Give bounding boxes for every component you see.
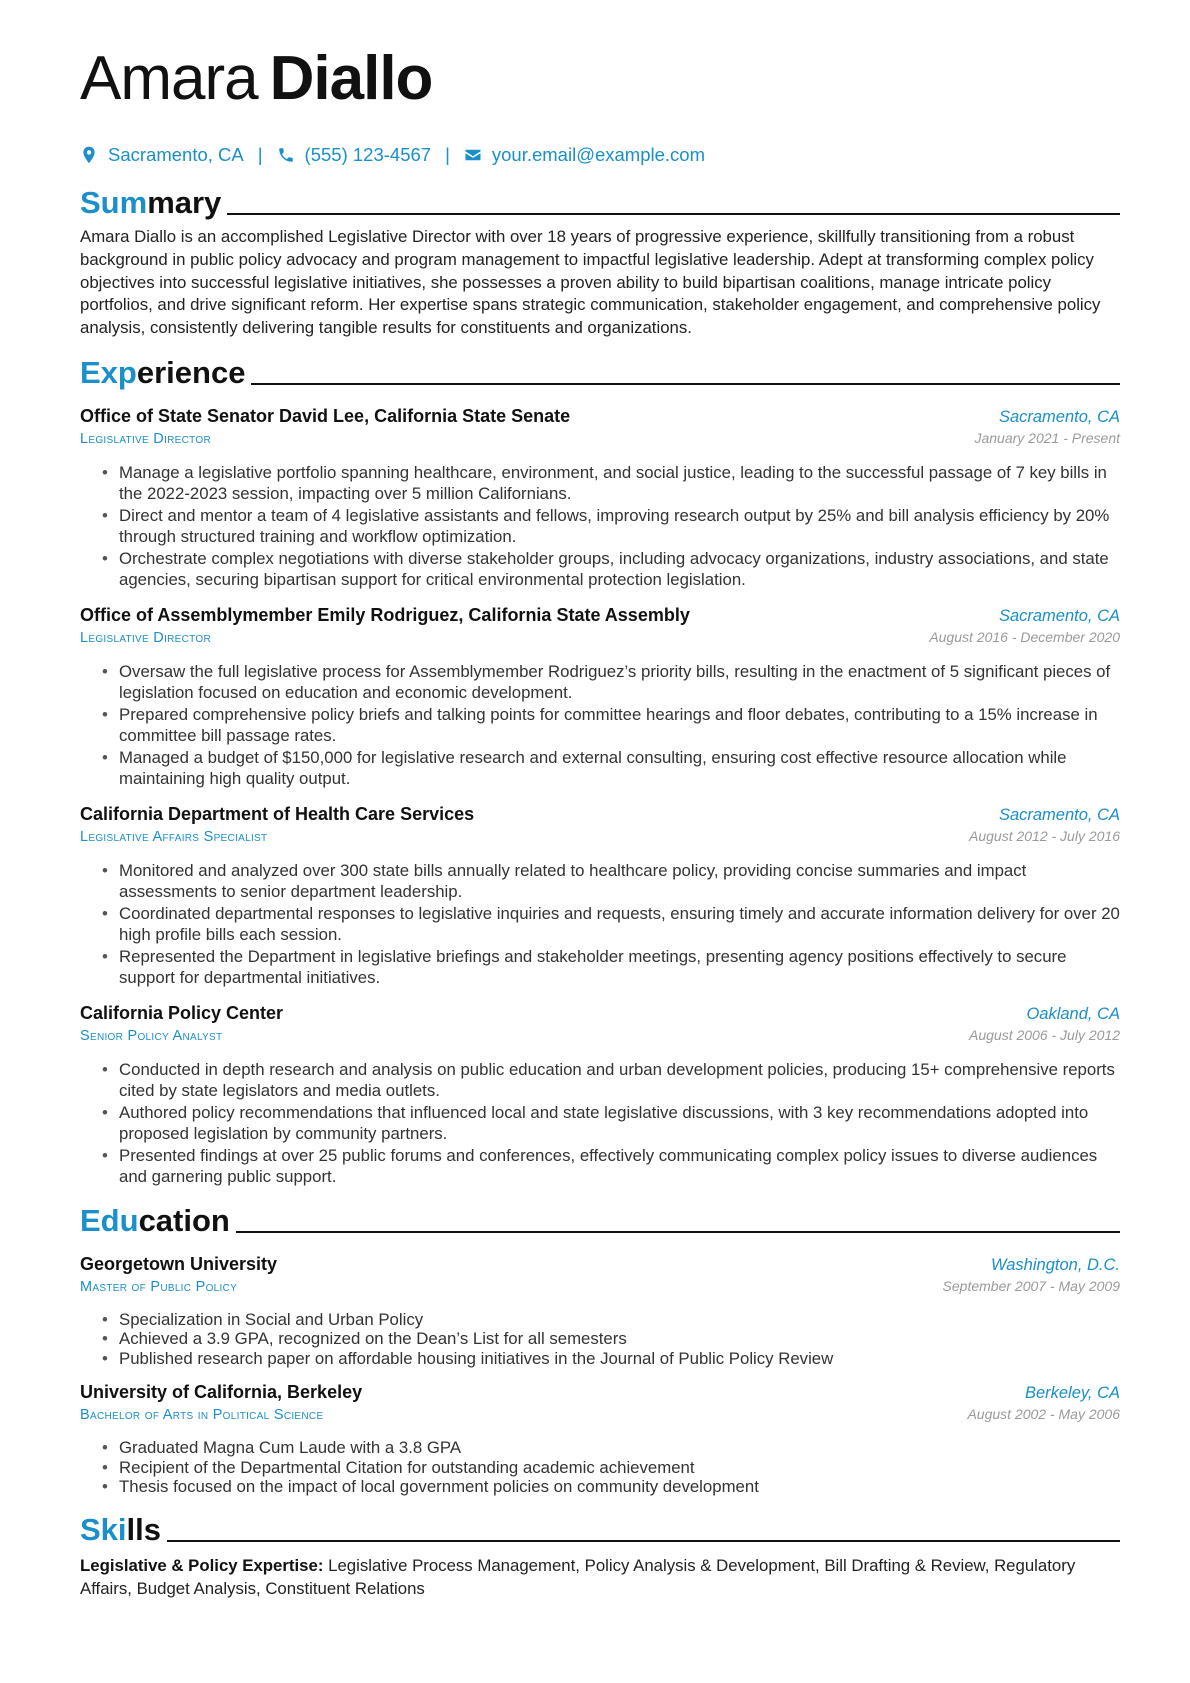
- entry-subheader: [80, 1278, 1120, 1300]
- entry-subheader: [80, 1027, 1120, 1049]
- entry-subheader: [80, 1406, 1120, 1428]
- experience-entry: [80, 406, 1120, 591]
- bullet-item: • Authored policy recommendations that influenced local and state legislative discussions, with 3 key recommendations adopted into proposed legislation by community partners.: [119, 1102, 1120, 1145]
- bullet-item: • Prepared comprehensive policy briefs and talking points for committee hearings and floor debates, contributing to a 15% increase in committee bill passage rates.: [119, 704, 1120, 747]
- experience-heading: [80, 352, 1120, 392]
- section-title: Experience: [80, 354, 246, 390]
- organization-name: California Policy Center: [80, 1002, 284, 1023]
- entry-role: Legislative Director: [80, 430, 211, 447]
- organization-name: Georgetown University: [80, 1253, 278, 1274]
- bullet-item: • Represented the Department in legislative briefings and stakeholder meetings, presenting agency positions effectively to secure support for departmental initiatives.: [119, 946, 1120, 989]
- entry-role: Bachelor of Arts in Political Science: [80, 1407, 324, 1424]
- experience-list: [80, 406, 1120, 1188]
- entry-dates: August 2006 - July 2012: [969, 1026, 1120, 1043]
- entry-role: Senior Policy Analyst: [80, 1027, 223, 1044]
- entry-header: [80, 804, 1120, 826]
- skills-value: Legislative Process Management, Policy Analysis & Development, Bill Drafting & Review, Regulatory Affairs, Budget Analysis, Constituent Relations: [80, 1555, 1076, 1598]
- contact-line: [80, 142, 1120, 168]
- contact-separator: |: [257, 144, 263, 165]
- bullet-list: [80, 1438, 1120, 1497]
- bullet-item: • Recipient of the Departmental Citation for outstanding academic achievement: [119, 1458, 1120, 1478]
- section-rule: [236, 1231, 1120, 1233]
- entry-location: Sacramento, CA: [998, 606, 1120, 625]
- section-rule: [251, 383, 1120, 385]
- entry-location: Sacramento, CA: [998, 805, 1120, 824]
- organization-name: California Department of Health Care Services: [80, 803, 475, 824]
- entry-subheader: [80, 430, 1120, 452]
- entry-subheader: [80, 828, 1120, 850]
- entry-header: [80, 1003, 1120, 1025]
- experience-entry: [80, 1003, 1120, 1188]
- entry-location: Washington, D.C.: [990, 1255, 1120, 1274]
- skills-line: [80, 1555, 1120, 1601]
- bullet-item: • Thesis focused on the impact of local government policies on community development: [119, 1477, 1120, 1497]
- entry-location: Sacramento, CA: [998, 407, 1120, 426]
- bullet-list: [80, 860, 1120, 989]
- bullet-list: [80, 1059, 1120, 1188]
- bullet-item: • Direct and mentor a team of 4 legislative assistants and fellows, improving research output by 25% and bill analysis efficiency by 20% through structured training and workflow optimization.: [119, 505, 1120, 548]
- bullet-item: • Monitored and analyzed over 300 state bills annually related to healthcare policy, providing concise summaries and impact assessments to senior department leadership.: [119, 860, 1120, 903]
- contact-email[interactable]: [464, 144, 705, 166]
- section-rule: [167, 1540, 1120, 1542]
- section-title: Summary: [80, 185, 222, 220]
- contact-location: [80, 144, 244, 166]
- candidate-name: [80, 40, 1120, 118]
- bullet-item: • Specialization in Social and Urban Policy: [119, 1310, 1120, 1330]
- contact-separator: |: [445, 144, 450, 165]
- skills-label: Legislative & Policy Expertise:: [80, 1555, 324, 1575]
- experience-entry: [80, 804, 1120, 989]
- organization-name: Office of State Senator David Lee, California State Senate: [80, 405, 571, 426]
- section-title: Skills: [80, 1511, 161, 1547]
- contact-phone[interactable]: [277, 144, 432, 166]
- bullet-list: [80, 1310, 1120, 1369]
- summary-text: Amara Diallo is an accomplished Legislative Director with over 18 years of progressive experience, skillfully transitioning from a robust background in public policy advocacy and program management to impactful legislative leadership. Adept at transforming complex policy objectives into successful legislative initiatives, she possesses a proven ability to build bipartisan coalitions, manage intricate policy portfolios, and drive significant reform. Her expertise spans strategic communication, stakeholder engagement, and comprehensive policy analysis, consistently delivering tangible results for constituents and organizations.: [80, 227, 1101, 338]
- phone-text: (555) 123-4567: [304, 144, 432, 165]
- section-rule: [227, 213, 1120, 215]
- phone-icon: [277, 146, 295, 164]
- bullet-list: [80, 661, 1120, 790]
- entry-header: [80, 1382, 1120, 1404]
- last-name: Diallo: [269, 44, 433, 113]
- bullet-item: • Achieved a 3.9 GPA, recognized on the Dean’s List for all semesters: [119, 1329, 1120, 1349]
- education-entry: [80, 1382, 1120, 1497]
- organization-name: Office of Assemblymember Emily Rodriguez, California State Assembly: [80, 604, 690, 625]
- experience-entry: [80, 605, 1120, 790]
- bullet-item: • Graduated Magna Cum Laude with a 3.8 GPA: [119, 1438, 1120, 1458]
- entry-location: Oakland, CA: [1026, 1004, 1120, 1023]
- bullet-list: [80, 462, 1120, 591]
- section-title: Education: [80, 1202, 230, 1238]
- bullet-item: • Presented findings at over 25 public forums and conferences, effectively communicating complex policy issues to diverse audiences and garnering public support.: [119, 1145, 1120, 1188]
- envelope-icon: [464, 146, 482, 164]
- entry-subheader: [80, 629, 1120, 651]
- first-name: Amara: [80, 44, 258, 113]
- entry-dates: September 2007 - May 2009: [942, 1277, 1120, 1294]
- entry-dates: August 2016 - December 2020: [929, 628, 1120, 645]
- bullet-item: • Managed a budget of $150,000 for legislative research and external consulting, ensuring cost effective resource allocation while maintaining high quality output.: [119, 747, 1120, 790]
- skills-heading: [80, 1509, 1120, 1549]
- organization-name: University of California, Berkeley: [80, 1382, 363, 1403]
- entry-header: [80, 1254, 1120, 1276]
- map-pin-icon: [80, 146, 98, 164]
- summary-heading: [80, 182, 1120, 222]
- entry-location: Berkeley, CA: [1024, 1384, 1120, 1403]
- bullet-item: • Published research paper on affordable housing initiatives in the Journal of Public Policy Review: [119, 1349, 1120, 1369]
- bullet-item: • Conducted in depth research and analysis on public education and urban development policies, producing 15+ comprehensive reports cited by state legislators and media outlets.: [119, 1059, 1120, 1102]
- entry-dates: August 2012 - July 2016: [969, 827, 1120, 844]
- entry-header: [80, 406, 1120, 428]
- entry-role: Master of Public Policy: [80, 1278, 238, 1295]
- entry-dates: January 2021 - Present: [974, 429, 1120, 446]
- bullet-item: • Manage a legislative portfolio spanning healthcare, environment, and social justice, leading to the successful passage of 7 key bills in the 2022-2023 session, impacting over 5 million Californians.: [119, 462, 1120, 505]
- resume-page: [80, 40, 1120, 1601]
- entry-role: Legislative Affairs Specialist: [80, 828, 268, 845]
- bullet-item: • Oversaw the full legislative process for Assemblymember Rodriguez’s priority bills, resulting in the enactment of 5 significant pieces of legislation focused on education and economic development.: [119, 661, 1120, 704]
- location-text: Sacramento, CA: [108, 144, 244, 165]
- education-list: [80, 1254, 1120, 1497]
- bullet-item: • Coordinated departmental responses to legislative inquiries and requests, ensuring timely and accurate information delivery for over 20 high profile bills each session.: [119, 903, 1120, 946]
- entry-role: Legislative Director: [80, 629, 211, 646]
- bullet-item: • Orchestrate complex negotiations with diverse stakeholder groups, including advocacy organizations, industry associations, and state agencies, securing bipartisan support for critical environmental protection legislation.: [119, 548, 1120, 591]
- education-heading: [80, 1200, 1120, 1240]
- email-link: your.email@example.com: [491, 144, 705, 165]
- entry-dates: August 2002 - May 2006: [967, 1406, 1120, 1423]
- entry-header: [80, 605, 1120, 627]
- education-entry: [80, 1254, 1120, 1369]
